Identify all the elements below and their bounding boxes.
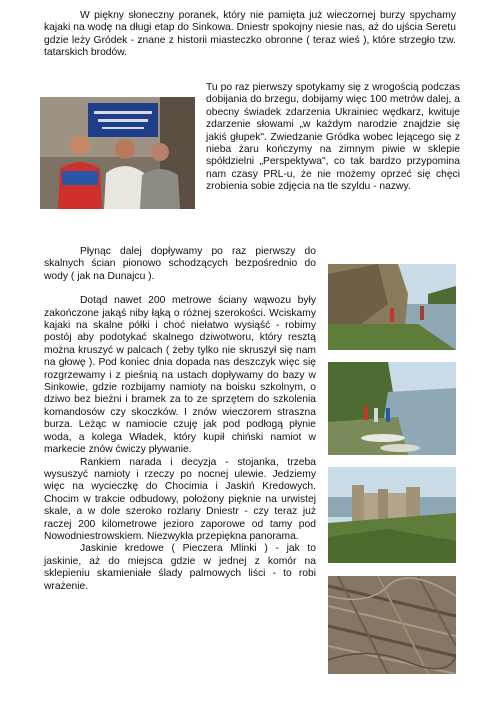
photo-group-at-shop-sign (40, 97, 195, 209)
paragraph-chocim: Rankiem narada i decyzja - stojanka, trzeba wysuszyć namioty i rzeczy po nocnej ulewie. Jedziemy więc na wycieczkę do Chocimia i Jaskiń Kredowych. Chocim w trakcie odbudowy, położony pięknie na urwistej skale, a w dole szeroko rozlany Dniestr - czy teraz już raczej 200 kilometrowe jezioro zaporowe od tamy pod Nowodniestrowskiem. Niezwykła przepiękna panorama. (44, 456, 316, 542)
paragraph-rock-walls: Płynąc dalej dopływamy po raz pierwszy do skalnych ścian pionowo schodzących bezpośrednio do wody ( jak na Dunajcu ). (44, 246, 316, 282)
photo-rock-cliff (328, 264, 456, 350)
photo-fossil-leaves (328, 576, 456, 674)
photo-chocim-fortress (328, 467, 456, 563)
photo-kayaks-on-shore (328, 362, 456, 455)
intro-paragraph: W piękny słoneczny poranek, który nie pamięta już wieczornej burzy spychamy kajaki na wodę na długi etap do Sinkowa. Dniestr spokojny niesie nas, aż do ujścia Seretu gdzie leży Gródek - znane z historii miasteczko obronne ( teraz wieś ), które strzegło tzw. tatarskich brodów. (44, 10, 456, 59)
paragraph-caves: Jaskinie kredowe ( Pieczera Mlinki ) - jak to jaskinie, aż do miejsca gdzie w jednej z komór na sklepieniu skamieniałe ślady palmowych liści - to robi wrażenie. (44, 543, 316, 592)
right-column-text (206, 82, 460, 194)
left-column-text (44, 246, 316, 593)
paragraph-grodek: Tu po raz pierwszy spotykamy się z wrogością podczas dobijania do brzegu, dobijamy więc 100 metrów dalej, a obecny świadek zdarzenia Ukrainiec wędkarz, kwituje zdarzenie słowami „w każdym narodzie znajdzie się jakiś głupek". Zwiedzanie Gródka wobec lejącego się z nieba żaru kończymy na zimnym piwie w sklepie spółdzielni „Perspektywa", co tak bardzo przypomina nam czasy PRL-u, że nie możemy oprzeć się chęci zrobienia sobie zdjęcia na tle szyldu - nazwy. (206, 82, 460, 193)
paragraph-gorge: Dotąd nawet 200 metrowe ściany wąwozu były zakończone jakąś niby łąką o różnej szerokości. Wciskamy kajaki na skalne półki i choć niełatwo wysiąść - robimy postój aby podotykać skalnego dziwotworu, który resztą można kruszyć w palcach ( żeby tylko nie skruszył się nam na głowę ). Pod koniec dnia dopada nas deszczyk więc się rozgrzewamy i z pieśnią na ustach dopływamy do bazy w Sinkowie, gdzie rozbijamy namioty na boisku szkolnym, o dziwo bez bieżni i bramek za to ze sprzętem do szkolenia komandosów czy skoczków. I znów wieczorem straszna burza. Leżąc w namiocie czuję jak pod podłogą płynie woda, a kolega Władek, który kupił chiński namiot w markecie znów ćwiczy pływanie. (44, 295, 316, 456)
